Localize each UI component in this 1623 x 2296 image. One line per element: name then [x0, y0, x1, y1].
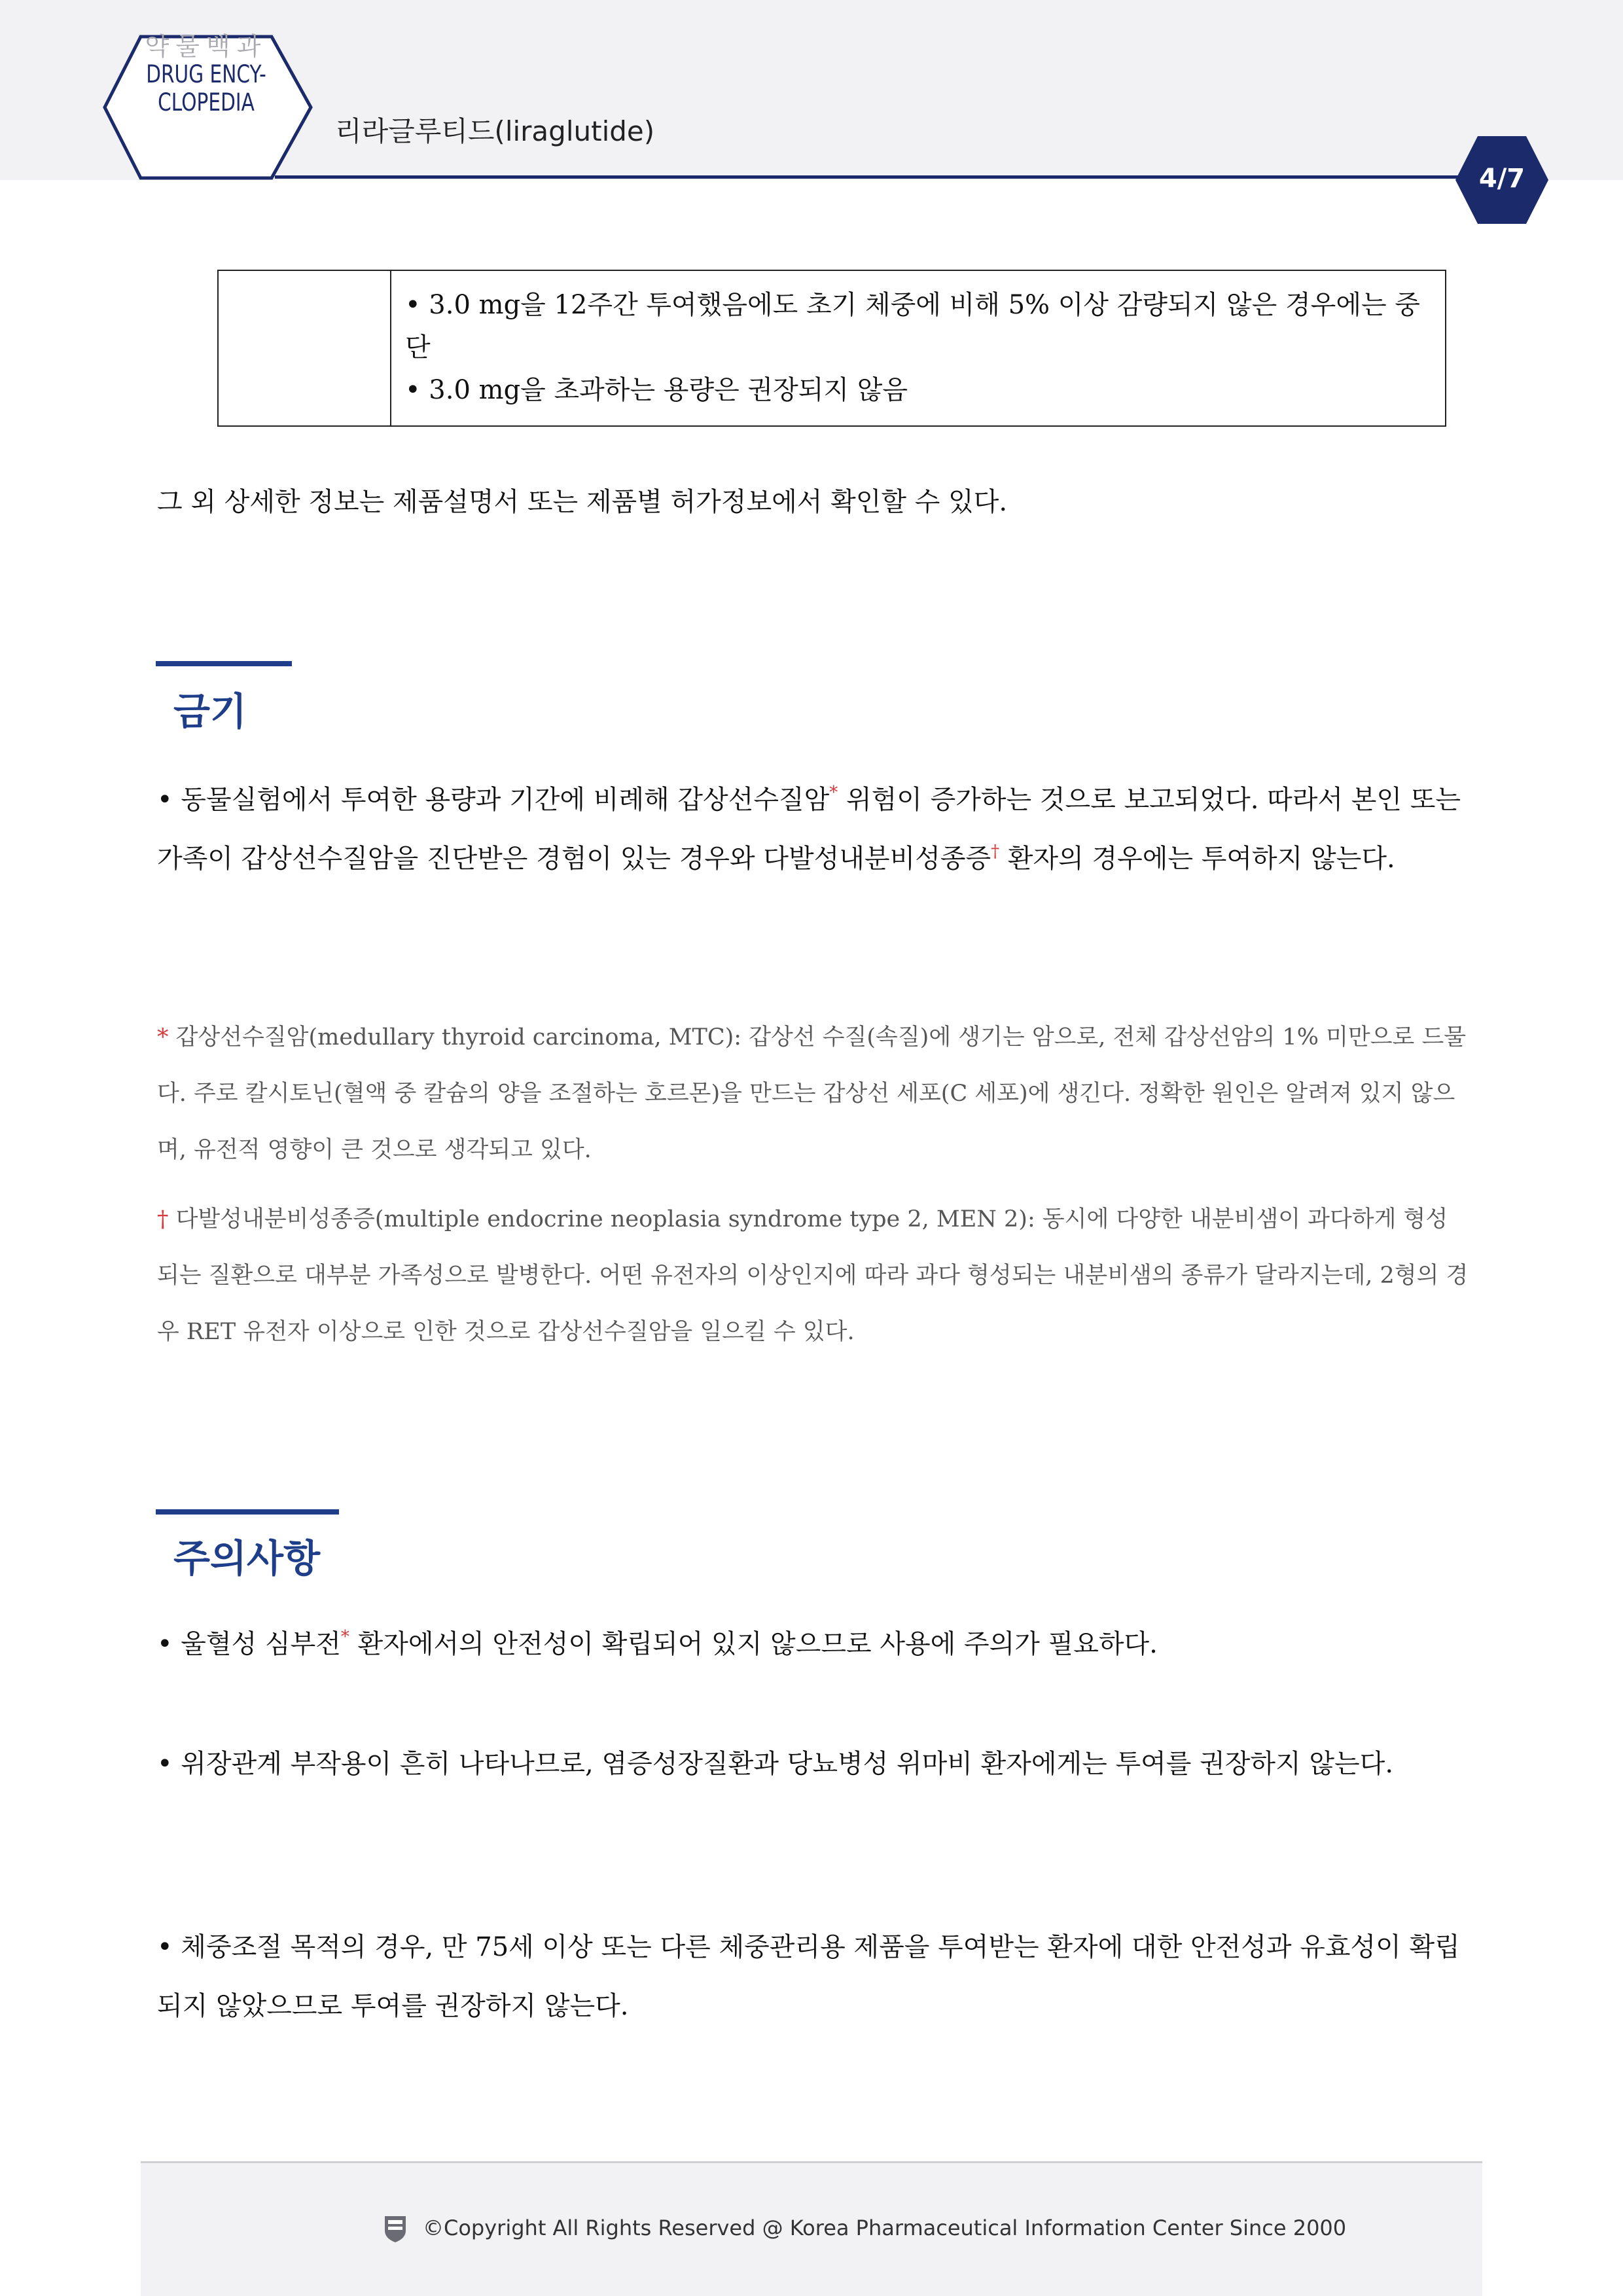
footnote-mtc-mark: *	[157, 1024, 169, 1050]
table-bullet-2: • 3.0 mg을 초과하는 용량은 권장되지 않음	[405, 375, 908, 405]
dosage-table	[217, 270, 1446, 427]
table-cell	[405, 284, 1426, 412]
footnote-men2-mark: †	[157, 1206, 169, 1232]
contraindication-text-2: 위험이 증가하는 것으로 보고되었다. 따라서 본인 또는 가족이 갑상선수질암을 진단받은 경험이 있는 경우와 다발성내분비성종증	[157, 785, 1461, 874]
kpic-emblem-icon	[382, 2214, 408, 2244]
more-info-text: 그 외 상세한 정보는 제품설명서 또는 제품별 허가정보에서 확인할 수 있다.	[157, 487, 1008, 517]
section-title-contraindications: 금기	[173, 689, 247, 734]
precaution-item-1-text-a: • 울혈성 심부전	[157, 1629, 341, 1659]
table-column-divider	[390, 271, 391, 425]
footer-copyright: ©Copyright All Rights Reserved @ Korea Pharmaceutical Information Center Since 2000	[423, 2215, 1347, 2240]
footnote-mark-dagger: †	[991, 842, 1000, 861]
page-number: 4/7	[1478, 164, 1525, 194]
section-title-precautions: 주의사항	[173, 1536, 321, 1581]
footnote-mtc	[157, 1009, 1469, 1178]
precaution-item-1-text-b: 환자에서의 안전성이 확립되어 있지 않으므로 사용에 주의가 필요하다.	[349, 1629, 1158, 1659]
document-title: 리라글루티드(liraglutide)	[335, 115, 655, 147]
footnote-men2-text: 다발성내분비성종증(multiple endocrine neoplasia syndrome type 2, MEN 2): 동시에 다양한 내분비샘이 과다하게 형성되는 질환으로 대부분 가족성으로 발병한다. 어떤 유전자의 이상인지에 따라 과다 형성되는 내분비샘의 종류가 달라지는데, 2형의 경우 RET 유전자 이상으로 인한 것으로 갑상선수질암을 일으킬 수 있다.	[157, 1206, 1469, 1345]
footnote-mark-asterisk: *	[829, 783, 838, 802]
logo-korean-text: 약물백과	[145, 32, 268, 61]
footnote-men2	[157, 1191, 1469, 1360]
section-bar-precautions	[156, 1509, 339, 1515]
section-bar-contraindications	[156, 661, 292, 666]
precaution-item-3: • 체중조절 목적의 경우, 만 75세 이상 또는 다른 체중관리용 제품을 투여받는 환자에 대한 안전성과 유효성이 확립되지 않았으므로 투여를 권장하지 않는다.	[157, 1932, 1460, 2021]
logo-english-line-2: CLOPEDIA	[158, 88, 255, 117]
contraindication-bullet	[157, 770, 1466, 888]
precaution-footnote-mark: *	[340, 1627, 349, 1647]
contraindication-text-1: • 동물실험에서 투여한 용량과 기간에 비례해 갑상선수질암	[157, 785, 830, 815]
contraindication-text-3: 환자의 경우에는 투여하지 않는다.	[999, 844, 1395, 874]
table-bullet-1: • 3.0 mg을 12주간 투여했음에도 초기 체중에 비해 5% 이상 감량되지 않은 경우에는 중단	[405, 290, 1420, 363]
precaution-item-1	[157, 1615, 1466, 1674]
footnote-mtc-text: 갑상선수질암(medullary thyroid carcinoma, MTC): 갑상선 수질(속질)에 생기는 암으로, 전체 갑상선암의 1% 미만으로 드물다. 주로 칼시토닌(혈액 중 칼슘의 양을 조절하는 호르몬)을 만드는 갑상선 세포(C 세포)에 생긴다. 정확한 원인은 알려져 있지 않으며, 유전적 영향이 큰 것으로 생각되고 있다.	[157, 1024, 1467, 1163]
header-divider	[275, 175, 1472, 179]
logo-english-line-1: DRUG ENCY-	[146, 60, 266, 88]
logo-english-text	[143, 60, 269, 117]
precaution-item-2: • 위장관계 부작용이 흔히 나타나므로, 염증성장질환과 당뇨병성 위마비 환자에게는 투여를 권장하지 않는다.	[157, 1749, 1394, 1779]
